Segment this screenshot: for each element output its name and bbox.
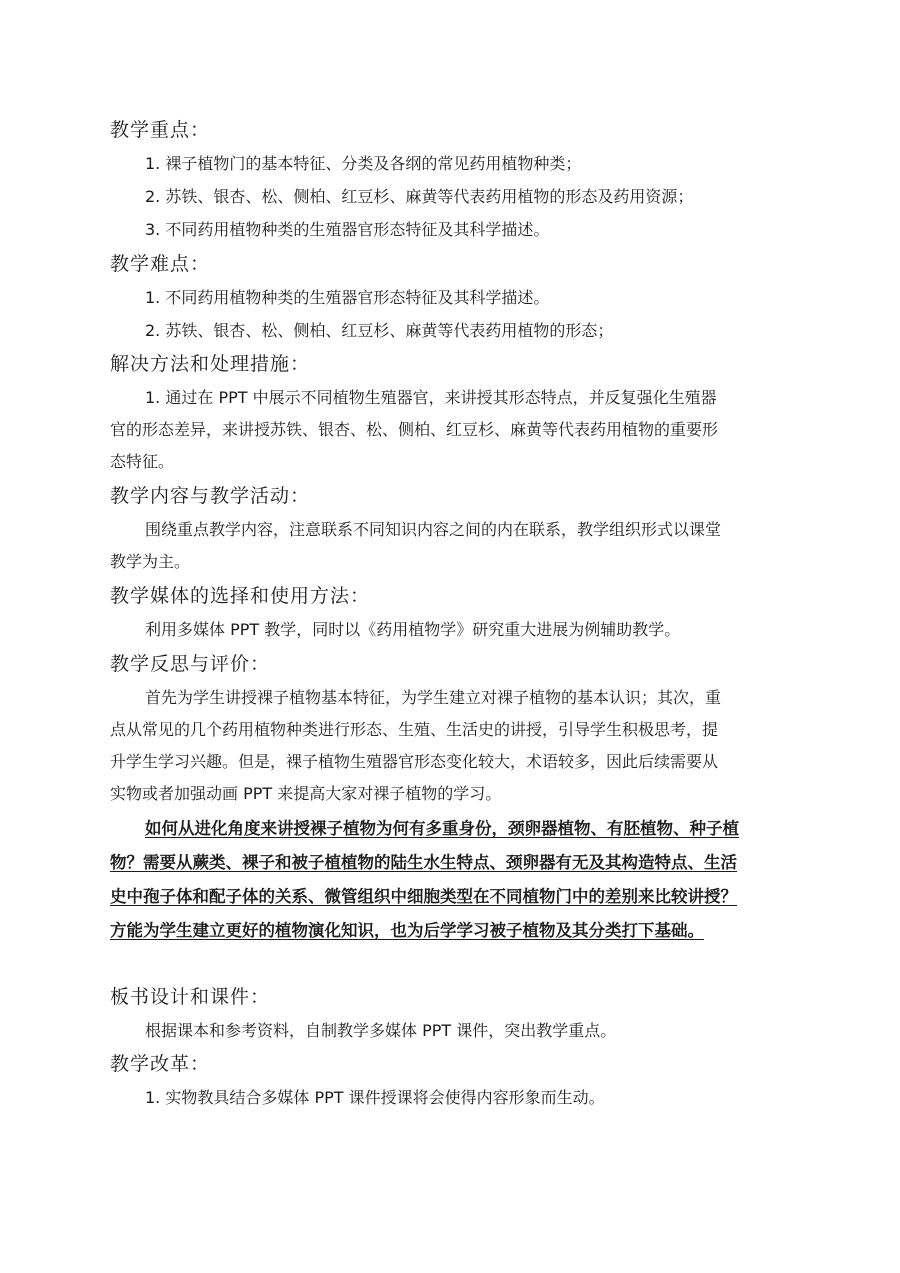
content-activities-line: 教学为主。 (110, 552, 191, 571)
content-activities-heading: 教学内容与教学活动： (110, 485, 311, 507)
key-points-heading: 教学重点： (110, 119, 211, 141)
reflection-line: 首先为学生讲授裸子植物基本特征，为学生建立对裸子植物的基本认识；其次，重 (145, 688, 722, 707)
reflection-emphasis-line: 史中孢子体和配子体的关系、微管组织中细胞类型在不同植物门中的差别来比较讲授？ (110, 887, 737, 906)
reform-line: 1. 实物教具结合多媒体 PPT 课件授课将会使得内容形象而生动。 (145, 1088, 605, 1107)
reflection-line: 点从常见的几个药用植物种类进行形态、生殖、生活史的讲授，引导学生积极思考，提 (110, 720, 719, 739)
reflection-heading: 教学反思与评价： (110, 653, 271, 675)
media-heading: 教学媒体的选择和使用方法： (110, 585, 371, 607)
content-activities-line: 围绕重点教学内容，注意联系不同知识内容之间的内在联系，教学组织形式以课堂 (145, 520, 722, 539)
solutions-line: 态特征。 (110, 452, 175, 471)
reflection-line: 实物或者加强动画 PPT 来提高大家对裸子植物的学习。 (110, 784, 502, 803)
difficult-points-heading: 教学难点： (110, 253, 211, 275)
solutions-line: 1. 通过在 PPT 中展示不同植物生殖器官，来讲授其形态特点，并反复强化生殖器 (145, 388, 717, 407)
difficult-point-item: 2. 苏铁、银杏、松、侧柏、红豆杉、麻黄等代表药用植物的形态； (145, 321, 614, 340)
reflection-line: 升学生学习兴趣。但是，裸子植物生殖器官形态变化较大，术语较多，因此后续需要从 (110, 752, 719, 771)
key-point-item: 3. 不同药用植物种类的生殖器官形态特征及其科学描述。 (145, 220, 550, 239)
media-line: 利用多媒体 PPT 教学，同时以《药用植物学》研究重大进展为例辅助教学。 (145, 620, 681, 639)
solutions-heading: 解决方法和处理措施： (110, 353, 311, 375)
reflection-emphasis-line: 方能为学生建立更好的植物演化知识，也为后学学习被子植物及其分类打下基础。 (110, 921, 704, 940)
reflection-emphasis-line: 如何从进化角度来讲授裸子植物为何有多重身份，颈卵器植物、有胚植物、种子植 (145, 819, 739, 838)
reform-heading: 教学改革： (110, 1053, 211, 1075)
solutions-line: 官的形态差异，来讲授苏铁、银杏、松、侧柏、红豆杉、麻黄等代表药用植物的重要形 (110, 420, 719, 439)
key-point-item: 1. 裸子植物门的基本特征、分类及各纲的常见药用植物种类； (145, 154, 582, 173)
key-point-item: 2. 苏铁、银杏、松、侧柏、红豆杉、麻黄等代表药用植物的形态及药用资源； (145, 187, 694, 206)
board-design-heading: 板书设计和课件： (110, 986, 271, 1008)
difficult-point-item: 1. 不同药用植物种类的生殖器官形态特征及其科学描述。 (145, 288, 550, 307)
reflection-emphasis-line: 物？需要从蕨类、裸子和被子植植物的陆生水生特点、颈卵器有无及其构造特点、生活 (110, 853, 737, 872)
board-design-line: 根据课本和参考资料，自制教学多媒体 PPT 课件，突出教学重点。 (145, 1021, 617, 1040)
